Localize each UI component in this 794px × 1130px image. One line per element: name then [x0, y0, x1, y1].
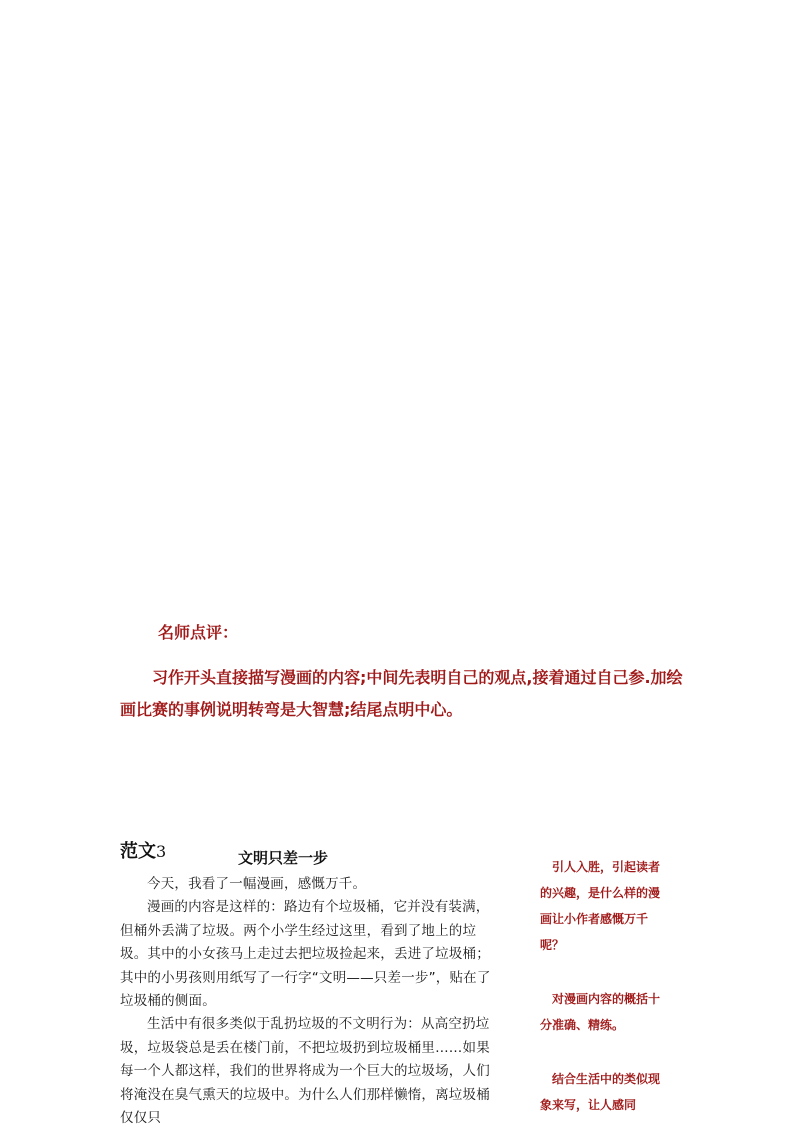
side-note	[540, 986, 660, 1038]
comment-body	[120, 662, 692, 726]
essay-label	[120, 837, 166, 863]
essay-label-text: 范文	[120, 841, 156, 862]
essay-body	[120, 873, 502, 1130]
side-note-text: 结合生活中的类似现象来写，让人感同	[540, 1072, 661, 1112]
side-note-text: 引人入胜，引起读者的兴趣，是什么样的漫画让小作者感慨万千呢？	[540, 860, 661, 952]
essay-title: 文明只差一步	[238, 849, 329, 867]
essay-number: 3	[156, 842, 167, 861]
side-note	[540, 854, 660, 958]
essay-paragraph: 今天，我看了一幅漫画，感慨万千。	[147, 876, 367, 892]
comment-body-text: 习作开头直接描写漫画的内容;中间先表明自己的观点,接着通过自己参.加绘画比赛的事例说明转弯是大智慧;结尾点明中心。	[120, 668, 683, 719]
essay-paragraph: 漫画的内容是这样的：路边有个垃圾桶，它并没有装满，但桶外丢满了垃圾。两个小学生经过这里，看到了地上的垃圾。其中的小女孩马上走过去把垃圾捡起来，丢进了垃圾桶；其中的小男孩则用纸写了一行字“文明——只差一步”，贴在了垃圾桶的侧面。	[120, 899, 491, 1010]
comment-heading: 名师点评：	[158, 623, 239, 642]
side-note	[540, 1066, 660, 1118]
essay-paragraph: 生活中有很多类似于乱扔垃圾的不文明行为：从高空扔垃圾，垃圾袋总是丢在楼门前，不把垃圾扔到垃圾桶里……如果每一个人都这样，我们的世界将成为一个巨大的垃圾场，人们将淹没在臭气熏天的垃圾中。为什么人们那样懒惰，离垃圾桶仅仅只	[120, 1016, 490, 1127]
side-note-text: 对漫画内容的概括十分准确、精练。	[540, 992, 661, 1032]
